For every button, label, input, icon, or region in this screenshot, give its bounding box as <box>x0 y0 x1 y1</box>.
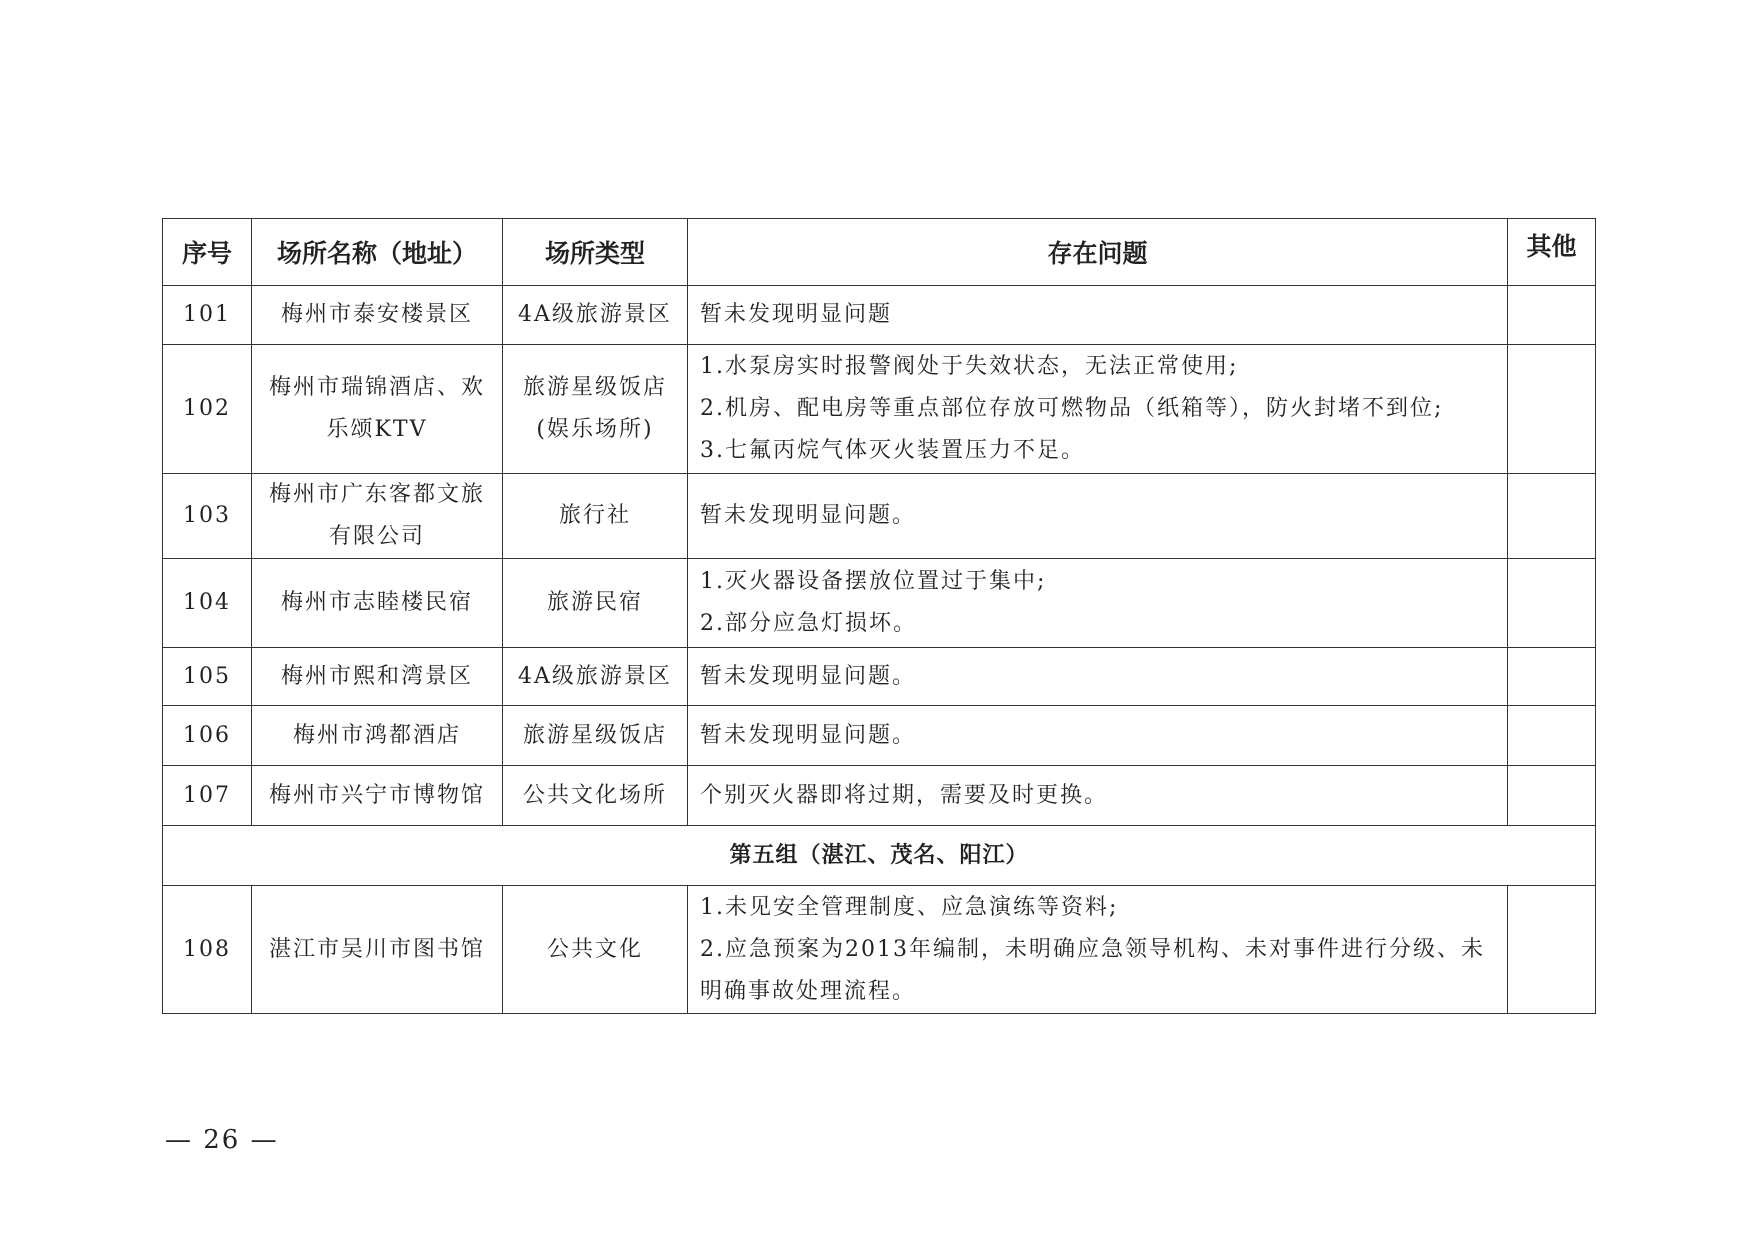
venue-name-line: 梅州市兴宁市博物馆 <box>268 782 485 808</box>
issues-line: 暂未发现明显问题。 <box>700 663 917 689</box>
row-number: 103 <box>163 474 252 559</box>
issues-line: 3.七氟丙烷气体灭火装置压力不足。 <box>700 438 1085 463</box>
group-title: 第五组（湛江、茂名、阳江） <box>163 826 1596 886</box>
table-row <box>163 766 1596 826</box>
other-cell <box>1508 886 1596 1014</box>
table-row <box>163 474 1596 559</box>
issues-line: 暂未发现明显问题。 <box>700 722 917 748</box>
header-type: 场所类型 <box>503 219 688 286</box>
venue-type <box>503 345 688 474</box>
table-row <box>163 286 1596 345</box>
other-cell <box>1508 766 1596 826</box>
table-row <box>163 706 1596 766</box>
issues <box>688 345 1508 474</box>
venue-type <box>503 286 688 345</box>
issues <box>688 559 1508 648</box>
venue-type <box>503 706 688 766</box>
table-row <box>163 559 1596 648</box>
venue-type <box>503 474 688 559</box>
header-name: 场所名称（地址） <box>252 219 503 286</box>
issues <box>688 648 1508 706</box>
venue-name-line: 梅州市熙和湾景区 <box>280 663 473 689</box>
issues-line: 2.机房、配电房等重点部位存放可燃物品（纸箱等），防火封堵不到位; <box>700 396 1444 421</box>
table-row <box>163 886 1596 1014</box>
venue-type <box>503 886 688 1014</box>
venue-name-line: 梅州市广东客都文旅 <box>268 482 485 507</box>
issues-line: 1.未见安全管理制度、应急演练等资料; <box>700 894 1119 920</box>
venue-type-line: 4A级旅游景区 <box>518 663 672 689</box>
row-number: 101 <box>163 286 252 345</box>
venue-name-line: 湛江市吴川市图书馆 <box>268 936 485 962</box>
row-number: 108 <box>163 886 252 1014</box>
venue-type-line: 4A级旅游景区 <box>518 302 672 327</box>
issues-line: 个别灭火器即将过期，需要及时更换。 <box>700 782 1109 808</box>
issues-line: 明确事故处理流程。 <box>700 978 917 1004</box>
venue-name-line: 乐颂KTV <box>326 417 428 442</box>
venue-type-line: 公共文化场所 <box>522 782 667 808</box>
issues <box>688 766 1508 826</box>
issues-line: 1.灭火器设备摆放位置过于集中; <box>700 569 1047 594</box>
other-cell <box>1508 286 1596 345</box>
venue-type <box>503 559 688 648</box>
venue-type-line: (娱乐场所) <box>536 417 654 442</box>
venue-name-line: 梅州市泰安楼景区 <box>280 302 473 327</box>
venue-name-line: 有限公司 <box>328 524 425 549</box>
row-number: 104 <box>163 559 252 648</box>
header-issues: 存在问题 <box>688 219 1508 286</box>
venue-type-line: 旅游民宿 <box>546 590 643 615</box>
venue-name <box>252 286 503 345</box>
venue-type <box>503 648 688 706</box>
table-row <box>163 648 1596 706</box>
other-cell <box>1508 706 1596 766</box>
header-no: 序号 <box>163 219 252 286</box>
issues <box>688 886 1508 1014</box>
issues-line: 2.应急预案为2013年编制，未明确应急领导机构、未对事件进行分级、未 <box>700 936 1485 962</box>
venue-type-line: 旅游星级饭店 <box>522 375 667 400</box>
row-number: 106 <box>163 706 252 766</box>
other-cell <box>1508 648 1596 706</box>
other-cell <box>1508 345 1596 474</box>
header-row <box>163 219 1596 286</box>
venue-name <box>252 474 503 559</box>
venue-name-line: 梅州市瑞锦酒店、欢 <box>268 375 485 400</box>
venue-name <box>252 766 503 826</box>
issues-line: 暂未发现明显问题 <box>700 302 893 327</box>
issues-line: 2.部分应急灯损坏。 <box>700 611 917 636</box>
inspection-table <box>162 218 1596 1014</box>
issues <box>688 286 1508 345</box>
venue-name-line: 梅州市鸿都酒店 <box>292 722 461 748</box>
venue-name <box>252 886 503 1014</box>
table-row <box>163 345 1596 474</box>
other-cell <box>1508 474 1596 559</box>
venue-type <box>503 766 688 826</box>
venue-type-line: 旅游星级饭店 <box>522 722 667 748</box>
row-number: 107 <box>163 766 252 826</box>
venue-name <box>252 648 503 706</box>
venue-type-line: 旅行社 <box>558 503 631 528</box>
issues <box>688 706 1508 766</box>
venue-name <box>252 345 503 474</box>
group-row <box>163 826 1596 886</box>
row-number: 102 <box>163 345 252 474</box>
other-cell <box>1508 559 1596 648</box>
header-other: 其他 <box>1508 219 1596 286</box>
row-number: 105 <box>163 648 252 706</box>
issues-line: 暂未发现明显问题。 <box>700 503 917 528</box>
venue-name <box>252 706 503 766</box>
venue-name-line: 梅州市志睦楼民宿 <box>280 590 473 615</box>
page-number: — 26 — <box>165 1125 279 1155</box>
issues-line: 1.水泵房实时报警阀处于失效状态，无法正常使用; <box>700 354 1239 379</box>
issues <box>688 474 1508 559</box>
venue-type-line: 公共文化 <box>546 936 643 962</box>
venue-name <box>252 559 503 648</box>
